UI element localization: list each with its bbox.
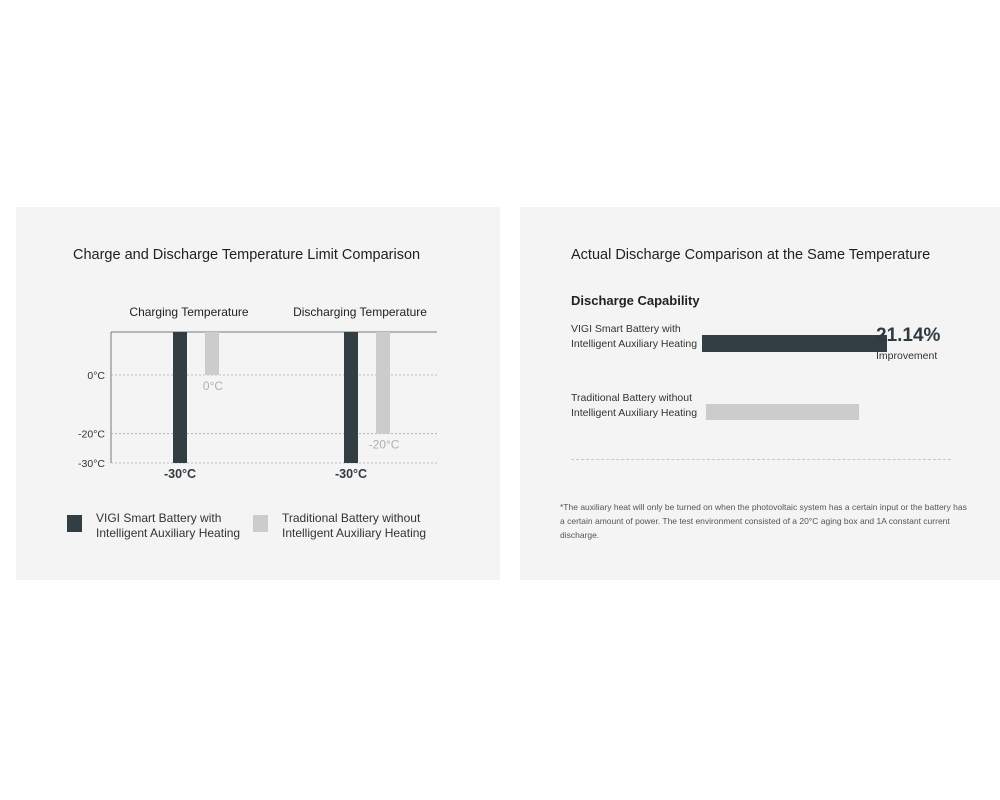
temperature-limit-panel: [16, 207, 500, 580]
discharge-comparison-panel: [520, 207, 1000, 580]
category-label: Discharging Temperature: [293, 305, 427, 319]
bar: [376, 332, 390, 434]
bar: [344, 332, 358, 463]
row-label-vigi: VIGI Smart Battery with Intelligent Auxiliary Heating: [571, 323, 698, 350]
bar: [205, 332, 219, 375]
legend-label-traditional: Traditional Battery without Intelligent Auxiliary Heating: [282, 511, 427, 540]
discharge-capability-subtitle: Discharge Capability: [571, 293, 700, 308]
y-tick-label: 0°C: [87, 370, 105, 382]
temperature-chart-title: Charge and Discharge Temperature Limit Comparison: [73, 247, 421, 263]
discharge-chart-title: Actual Discharge Comparison at the Same Temperature: [571, 247, 931, 263]
data-label: 0°C: [202, 379, 224, 393]
improvement-label: Improvement: [876, 350, 938, 362]
improvement-value: 21.14%: [876, 325, 941, 346]
data-label: -30°C: [334, 467, 368, 481]
legend-swatch-traditional: [253, 515, 268, 532]
discharge-bar-traditional: [706, 404, 859, 420]
data-label: -30°C: [163, 467, 197, 481]
legend-label-vigi: VIGI Smart Battery with Intelligent Auxiliary Heating: [96, 511, 241, 540]
footnote: *The auxiliary heat will only be turned on when the photovoltaic system has a certain input or the battery has a certain amount of power. The test environment consisted of a 20°C aging box and 1A constant current discharge.: [560, 502, 967, 540]
category-label: Charging Temperature: [129, 305, 249, 319]
dashed-divider: [571, 459, 951, 460]
bar: [173, 332, 187, 463]
legend-item-traditional: [253, 511, 442, 541]
legend-swatch-vigi: [67, 515, 82, 532]
data-label: -20°C: [368, 437, 400, 452]
row-label-traditional: Traditional Battery without Intelligent Auxiliary Heating: [571, 392, 698, 419]
discharge-bar-vigi: [702, 335, 887, 352]
y-tick-label: -20°C: [78, 428, 105, 441]
y-tick-label: -30°C: [78, 458, 105, 470]
temperature-limit-chart: [16, 207, 500, 497]
legend-item-vigi: [67, 511, 246, 541]
